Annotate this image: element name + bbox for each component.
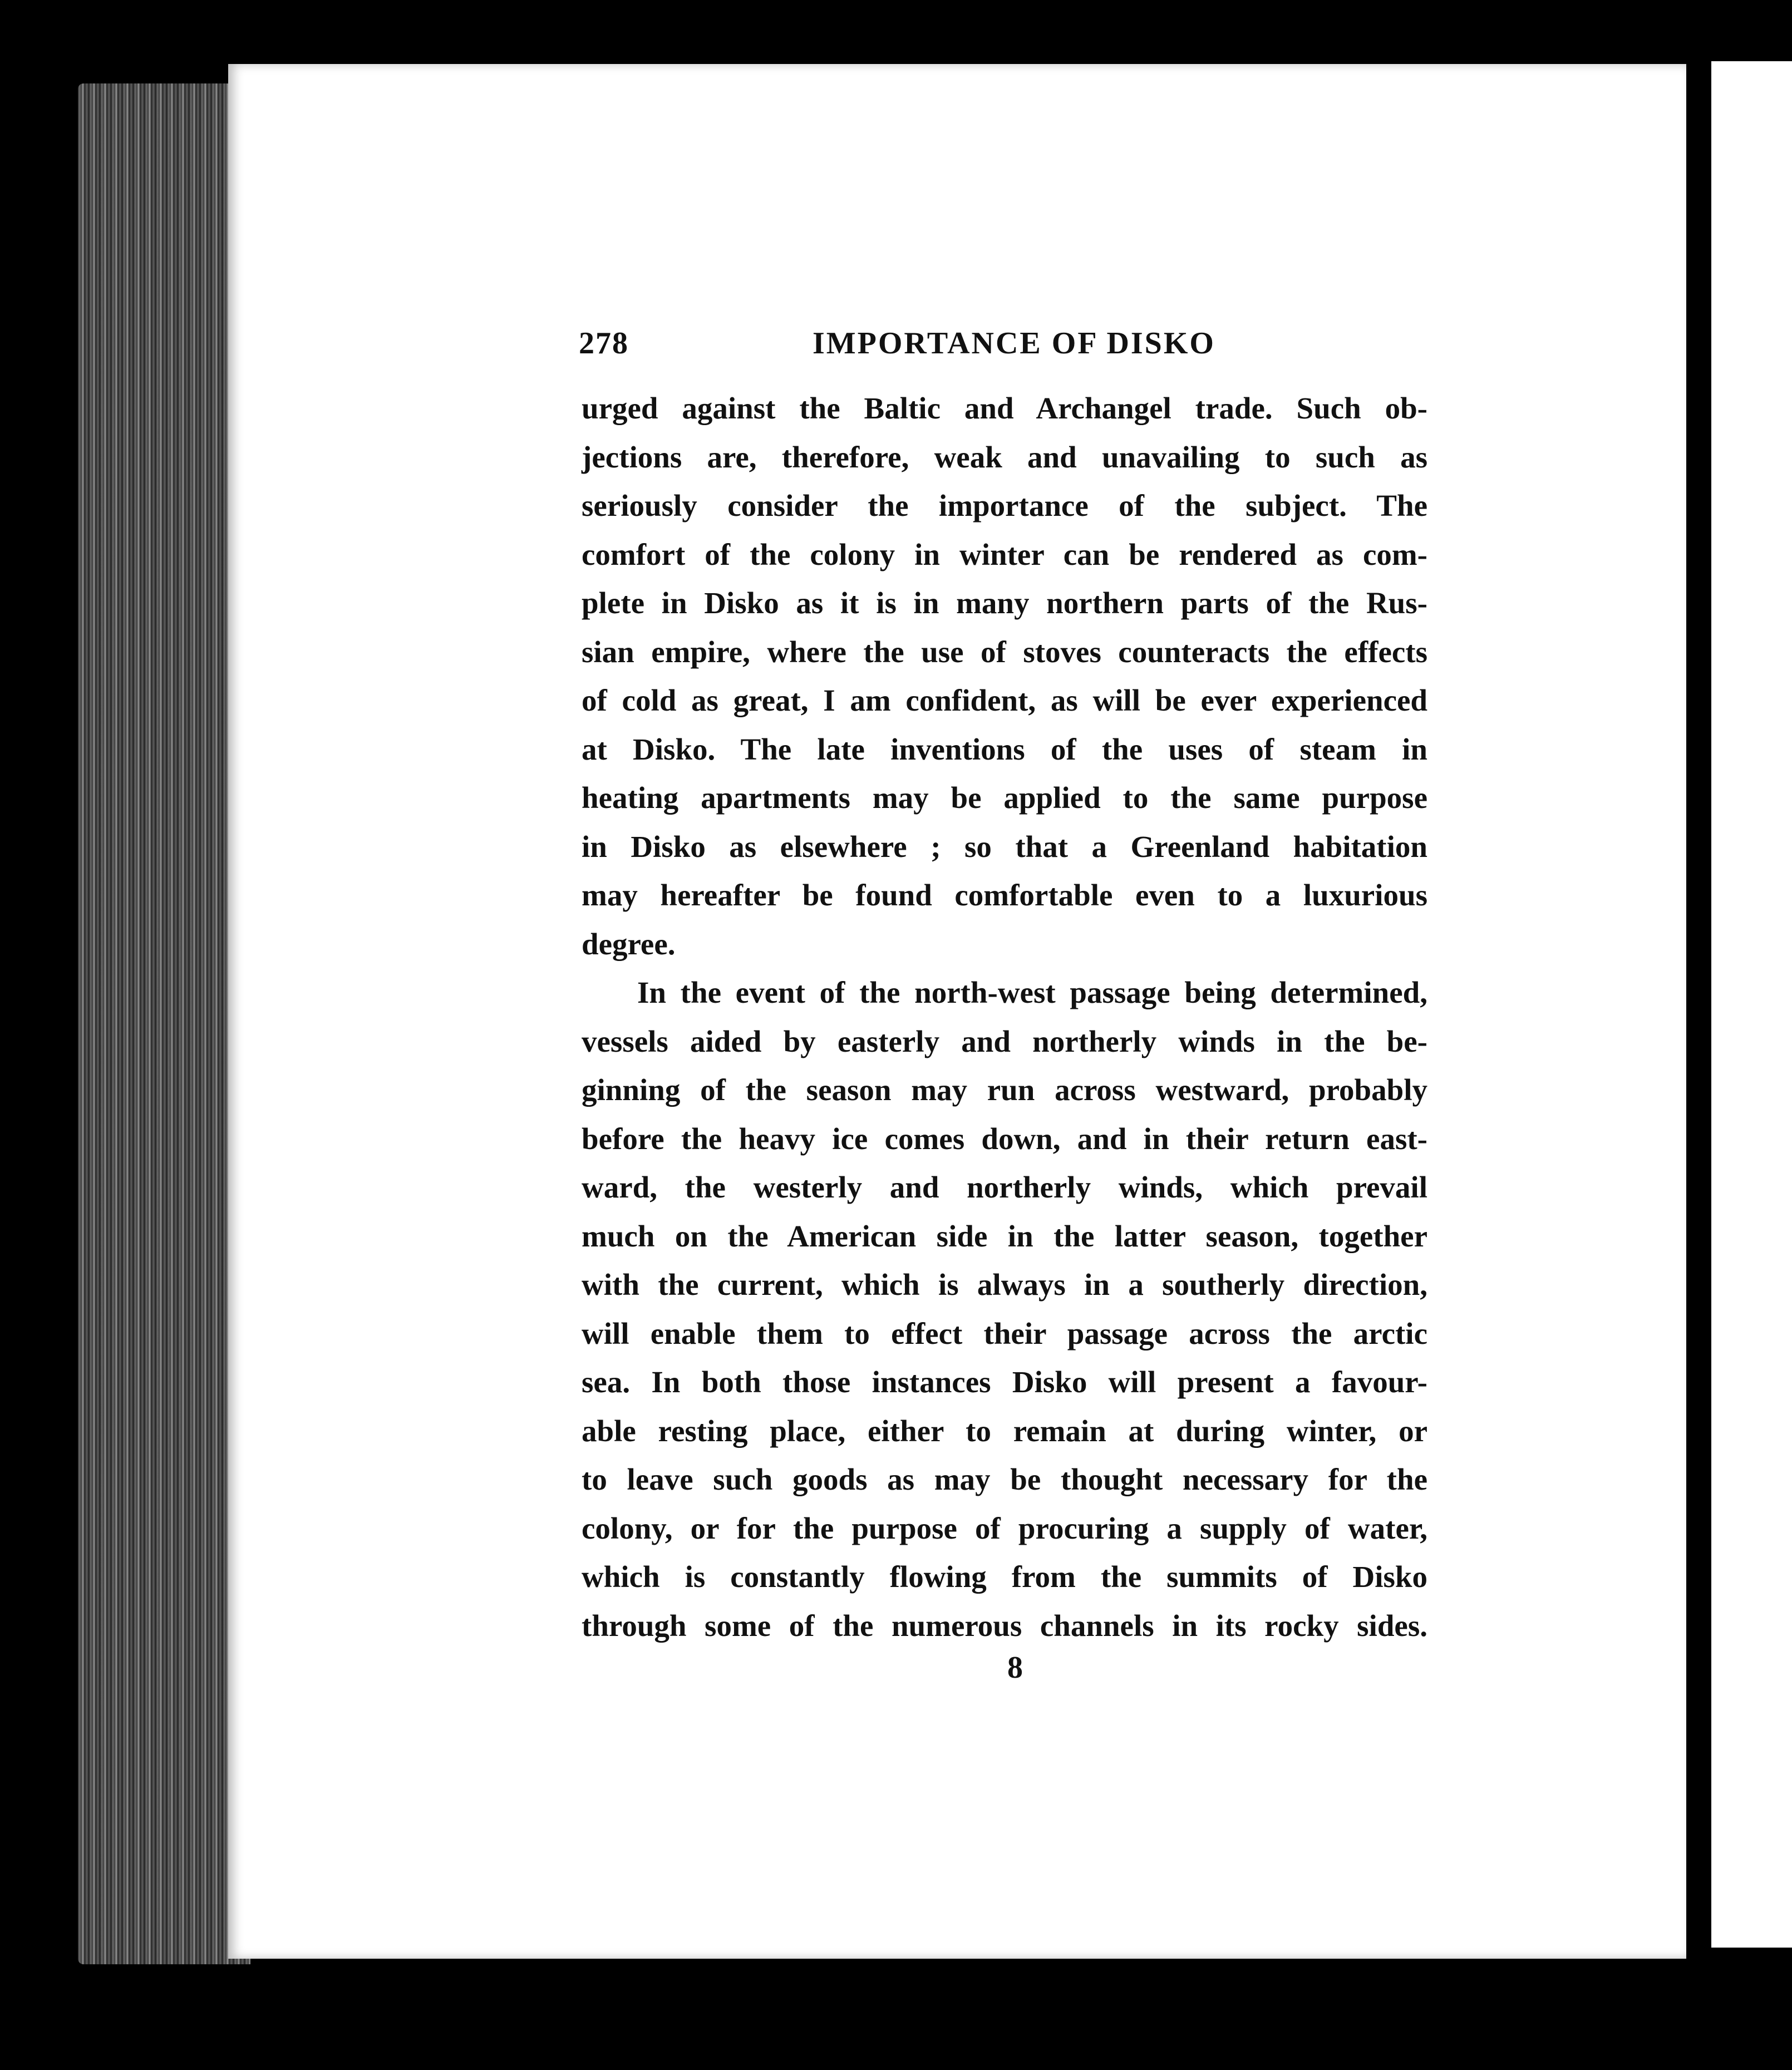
text-line: with the current, which is always in a southerly direction, bbox=[582, 1268, 1427, 1302]
text-line: ginning of the season may run across westward, probably bbox=[582, 1073, 1427, 1107]
text-line: to leave such goods as may be thought necessary for the bbox=[582, 1462, 1427, 1496]
text-line: heating apartments may be applied to the same purpose bbox=[582, 781, 1427, 815]
text-line: of cold as great, I am confident, as will be ever experienced bbox=[582, 683, 1427, 717]
text-line: at Disko. The late inventions of the uses of steam in bbox=[582, 732, 1427, 766]
signature-mark: 8 bbox=[1007, 1650, 1023, 1685]
running-head: IMPORTANCE OF DISKO bbox=[813, 326, 1215, 361]
page-edge bbox=[78, 83, 250, 1964]
facing-page-edge bbox=[1711, 61, 1792, 1948]
text-line: plete in Disko as it is in many northern parts of the Rus- bbox=[582, 586, 1427, 620]
page-number: 278 bbox=[579, 326, 629, 361]
text-line: will enable them to effect their passage across the arctic bbox=[582, 1316, 1427, 1351]
text-line: through some of the numerous channels in its rocky sides. bbox=[582, 1608, 1427, 1643]
text-line: colony, or for the purpose of procuring a supply of water, bbox=[582, 1511, 1427, 1545]
text-line: urged against the Baltic and Archangel trade. Such ob- bbox=[582, 391, 1427, 425]
text-line: comfort of the colony in winter can be rendered as com- bbox=[582, 537, 1427, 571]
text-line: able resting place, either to remain at during winter, or bbox=[582, 1413, 1427, 1448]
text-line: degree. bbox=[582, 926, 676, 961]
text-line: In the event of the north-west passage being determined, bbox=[637, 975, 1427, 1009]
text-line: sea. In both those instances Disko will present a favour- bbox=[582, 1365, 1427, 1399]
text-line: in Disko as elsewhere ; so that a Greenland habitation bbox=[582, 829, 1427, 864]
text-line: ward, the westerly and northerly winds, which prevail bbox=[582, 1170, 1427, 1204]
text-line: sian empire, where the use of stoves counteracts the effects bbox=[582, 634, 1427, 669]
body-text bbox=[582, 384, 1427, 1650]
text-line: seriously consider the importance of the subject. The bbox=[582, 489, 1427, 523]
text-line: vessels aided by easterly and northerly winds in the be- bbox=[582, 1024, 1427, 1058]
page-header bbox=[579, 326, 1436, 364]
text-line: before the heavy ice comes down, and in their return east- bbox=[582, 1121, 1427, 1156]
text-line: jections are, therefore, weak and unavailing to such as bbox=[582, 440, 1427, 474]
text-line: much on the American side in the latter season, together bbox=[582, 1219, 1427, 1253]
text-line: may hereafter be found comfortable even to a luxurious bbox=[582, 878, 1427, 912]
text-line: which is constantly flowing from the summits of Disko bbox=[582, 1560, 1427, 1594]
